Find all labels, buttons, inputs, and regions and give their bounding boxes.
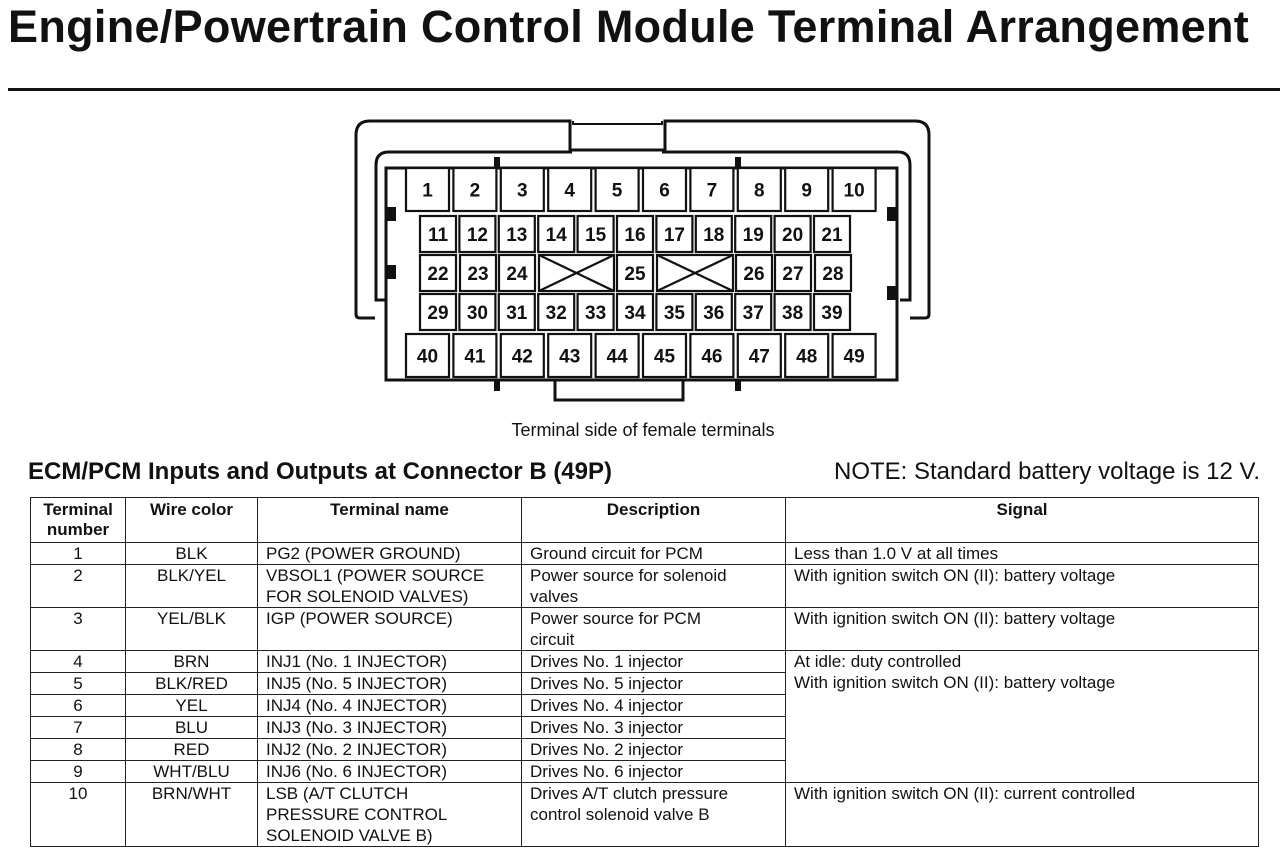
pin-number: 19 bbox=[742, 225, 764, 246]
wire-color: RED bbox=[126, 739, 258, 761]
pin-number: 20 bbox=[782, 225, 804, 246]
pin-number: 4 bbox=[564, 180, 575, 202]
pin-number: 1 bbox=[422, 180, 433, 202]
pin-number: 32 bbox=[545, 303, 567, 324]
pin-number: 5 bbox=[611, 180, 623, 202]
table-row bbox=[31, 565, 1259, 608]
connector-diagram bbox=[0, 0, 1286, 420]
terminal-name: INJ5 (No. 5 INJECTOR) bbox=[258, 673, 522, 695]
pin-number: 28 bbox=[822, 264, 844, 285]
terminal-name: IGP (POWER SOURCE) bbox=[258, 608, 522, 651]
key-mark bbox=[735, 157, 741, 168]
wire-color: WHT/BLU bbox=[126, 761, 258, 783]
terminal-description: Drives No. 5 injector bbox=[522, 673, 786, 695]
terminal-description: Ground circuit for PCM bbox=[522, 543, 786, 565]
pin-number: 46 bbox=[701, 346, 723, 368]
terminal-number: 2 bbox=[31, 565, 126, 608]
wire-color: BLK/YEL bbox=[126, 565, 258, 608]
terminal-signal: At idle: duty controlled With ignition switch ON (II): battery voltage bbox=[786, 651, 1259, 783]
pin-number: 25 bbox=[624, 264, 646, 285]
key-mark bbox=[494, 157, 500, 168]
terminal-number: 1 bbox=[31, 543, 126, 565]
section-title: ECM/PCM Inputs and Outputs at Connector B (49P) bbox=[28, 458, 613, 485]
pin-number: 43 bbox=[559, 346, 581, 368]
pin-number: 14 bbox=[545, 225, 567, 246]
wire-color: BLK bbox=[126, 543, 258, 565]
pin-number: 13 bbox=[506, 225, 528, 246]
lock-tab bbox=[887, 207, 897, 221]
pin-number: 16 bbox=[624, 225, 646, 246]
terminal-signal: Less than 1.0 V at all times bbox=[786, 543, 1259, 565]
pin-number: 44 bbox=[606, 346, 628, 368]
terminal-name: INJ1 (No. 1 INJECTOR) bbox=[258, 651, 522, 673]
pin-number: 40 bbox=[416, 346, 439, 368]
table-row bbox=[31, 543, 1259, 565]
pin-number: 37 bbox=[742, 303, 764, 324]
terminal-description: Drives No. 3 injector bbox=[522, 717, 786, 739]
terminal-number: 7 bbox=[31, 717, 126, 739]
terminal-description: Drives No. 1 injector bbox=[522, 651, 786, 673]
pin-number: 7 bbox=[706, 180, 718, 202]
pin-number: 22 bbox=[427, 264, 449, 285]
pin-number: 39 bbox=[821, 303, 843, 324]
terminal-number: 4 bbox=[31, 651, 126, 673]
pin-number: 26 bbox=[743, 264, 765, 285]
pin-number: 47 bbox=[748, 346, 770, 368]
pin-number: 29 bbox=[427, 303, 449, 324]
pin-number: 9 bbox=[801, 180, 812, 202]
voltage-note: NOTE: Standard battery voltage is 12 V. bbox=[833, 458, 1260, 485]
pin-number: 42 bbox=[511, 346, 533, 368]
terminal-name: PG2 (POWER GROUND) bbox=[258, 543, 522, 565]
connector-latch bbox=[573, 121, 662, 124]
terminal-description: Drives No. 6 injector bbox=[522, 761, 786, 783]
pin-number: 2 bbox=[469, 180, 481, 202]
terminal-number: 6 bbox=[31, 695, 126, 717]
terminal-signal: With ignition switch ON (II): battery voltage bbox=[786, 608, 1259, 651]
key-mark bbox=[494, 380, 500, 391]
terminal-name: INJ6 (No. 6 INJECTOR) bbox=[258, 761, 522, 783]
terminal-number: 9 bbox=[31, 761, 126, 783]
terminal-description: Drives No. 2 injector bbox=[522, 739, 786, 761]
pin-number: 36 bbox=[703, 303, 725, 324]
pin-number: 30 bbox=[466, 303, 488, 324]
terminal-number: 10 bbox=[31, 783, 126, 847]
pin-number: 8 bbox=[754, 180, 765, 202]
pin-number: 33 bbox=[585, 303, 607, 324]
pin-number: 6 bbox=[659, 180, 670, 202]
terminal-name: INJ2 (No. 2 INJECTOR) bbox=[258, 739, 522, 761]
pin-number: 27 bbox=[782, 264, 804, 285]
terminal-name: INJ3 (No. 3 INJECTOR) bbox=[258, 717, 522, 739]
wire-color: YEL bbox=[126, 695, 258, 717]
terminal-name: VBSOL1 (POWER SOURCE FOR SOLENOID VALVES) bbox=[258, 565, 522, 608]
diagram-caption: Terminal side of female terminals bbox=[511, 420, 775, 440]
pin-number: 35 bbox=[663, 303, 685, 324]
key-mark bbox=[735, 380, 741, 391]
pin-number: 17 bbox=[663, 225, 685, 246]
pin-number: 24 bbox=[506, 264, 528, 285]
terminal-description: Drives A/T clutch pressure control solenoid valve B bbox=[522, 783, 786, 847]
pin-number: 45 bbox=[653, 346, 676, 368]
wire-color: BLK/RED bbox=[126, 673, 258, 695]
table-header-row bbox=[31, 498, 1259, 543]
connector-bottom-tab bbox=[555, 380, 683, 400]
terminal-description: Drives No. 4 injector bbox=[522, 695, 786, 717]
table-row bbox=[31, 651, 1259, 673]
table-row bbox=[31, 608, 1259, 651]
header-signal: Signal bbox=[786, 498, 1259, 543]
header-wire-color: Wire color bbox=[126, 498, 258, 543]
terminal-number: 5 bbox=[31, 673, 126, 695]
table-row bbox=[31, 783, 1259, 847]
pin-number: 49 bbox=[843, 346, 865, 368]
wire-color: BRN bbox=[126, 651, 258, 673]
wire-color: YEL/BLK bbox=[126, 608, 258, 651]
pin-number: 38 bbox=[782, 303, 804, 324]
terminal-signal: With ignition switch ON (II): current controlled bbox=[786, 783, 1259, 847]
terminal-name: LSB (A/T CLUTCH PRESSURE CONTROL SOLENOID VALVE B) bbox=[258, 783, 522, 847]
terminal-name: INJ4 (No. 4 INJECTOR) bbox=[258, 695, 522, 717]
header-terminal-number: Terminal number bbox=[31, 498, 126, 543]
pin-number: 3 bbox=[517, 180, 528, 202]
pin-number: 10 bbox=[843, 180, 865, 202]
header-terminal-name: Terminal name bbox=[258, 498, 522, 543]
header-description: Description bbox=[522, 498, 786, 543]
wire-color: BLU bbox=[126, 717, 258, 739]
wire-color: BRN/WHT bbox=[126, 783, 258, 847]
pin-number: 12 bbox=[466, 225, 488, 246]
lock-tab bbox=[386, 207, 396, 221]
pin-number: 21 bbox=[821, 225, 843, 246]
terminal-number: 3 bbox=[31, 608, 126, 651]
pin-number: 31 bbox=[506, 303, 528, 324]
lock-tab bbox=[887, 286, 897, 300]
pin-number: 41 bbox=[464, 346, 486, 368]
terminal-description: Power source for PCM circuit bbox=[522, 608, 786, 651]
page-title: Engine/Powertrain Control Module Terminal Arrangement bbox=[8, 1, 1250, 52]
pin-number: 48 bbox=[796, 346, 818, 368]
pin-number: 11 bbox=[427, 225, 449, 246]
pin-number: 34 bbox=[624, 303, 646, 324]
pin-number: 15 bbox=[585, 225, 607, 246]
pin-number: 18 bbox=[703, 225, 725, 246]
terminal-description: Power source for solenoid valves bbox=[522, 565, 786, 608]
pin-number: 23 bbox=[467, 264, 489, 285]
lock-tab bbox=[386, 265, 396, 279]
terminal-number: 8 bbox=[31, 739, 126, 761]
terminal-table bbox=[30, 497, 1259, 847]
terminal-signal: With ignition switch ON (II): battery voltage bbox=[786, 565, 1259, 608]
